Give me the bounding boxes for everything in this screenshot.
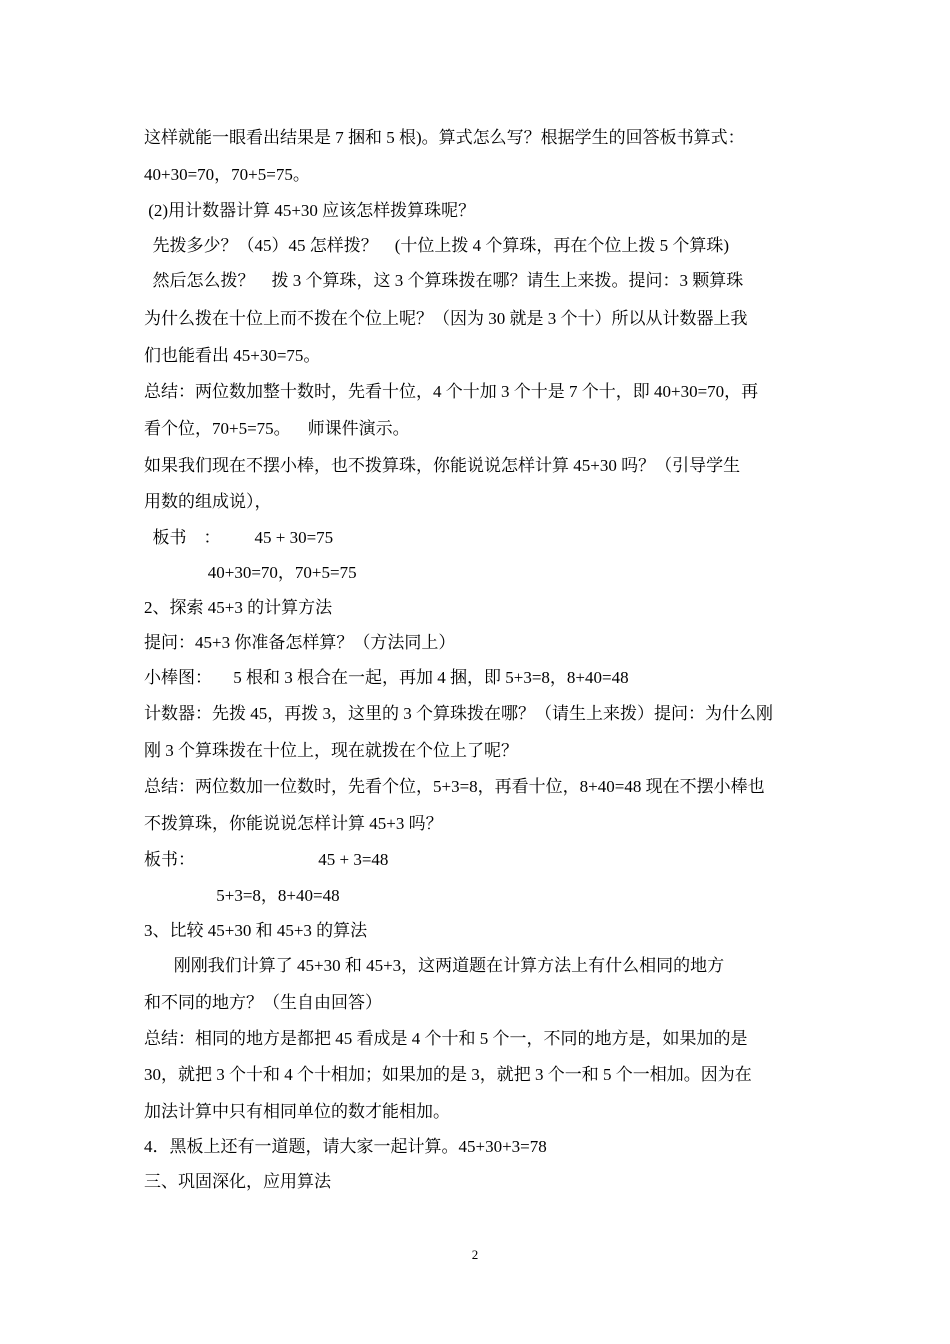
text-line: 为什么拨在十位上而不拨在个位上呢？（因为 30 就是 3 个十）所以从计数器上我	[144, 309, 748, 328]
text-line: 30，就把 3 个十和 4 个十相加；如果加的是 3，就把 3 个一和 5 个一相加。因为在	[144, 1065, 752, 1084]
text-line: 总结：两位数加整十数时，先看十位，4 个十加 3 个十是 7 个十，即 40+30=70，再	[144, 382, 759, 401]
section-heading: 3、比较 45+30 和 45+3 的算法	[144, 921, 368, 940]
text-line: (2)用计数器计算 45+30 应该怎样拨算珠呢？	[144, 201, 476, 220]
text-line: 计数器：先拨 45，再拨 3，这里的 3 个算珠拨在哪？（请生上来拨）提问：为什么刚	[144, 704, 773, 723]
text-line: 40+30=70，70+5=75。	[144, 165, 310, 184]
text-line: 提问：45+3 你准备怎样算？（方法同上）	[144, 633, 456, 652]
text-line: 这样就能一眼看出结果是 7 捆和 5 根)。算式怎么写？根据学生的回答板书算式：	[144, 128, 745, 147]
text-line: 用数的组成说），	[144, 492, 272, 511]
text-line: 刚刚我们计算了 45+30 和 45+3，这两道题在计算方法上有什么相同的地方	[144, 956, 725, 975]
text-line: 不拨算珠，你能说说怎样计算 45+3 吗？	[144, 814, 443, 833]
board-note: 板书： 45 + 3=48	[144, 850, 389, 869]
text-line: 看个位，70+5=75。 师课件演示。	[144, 419, 410, 438]
text-line: 先拨多少？（45）45 怎样拨？ (十位上拨 4 个算珠，再在个位上拨 5 个算珠)	[144, 236, 730, 255]
section-heading: 三、巩固深化，应用算法	[144, 1172, 331, 1191]
page-number: 2	[471, 1247, 479, 1262]
board-note: 5+3=8，8+40=48	[144, 886, 340, 905]
text-line: 加法计算中只有相同单位的数才能相加。	[144, 1102, 450, 1121]
text-line: 刚 3 个算珠拨在十位上，现在就拨在个位上了呢？	[144, 741, 518, 760]
text-line: 然后怎么拨？ 拨 3 个算珠，这 3 个算珠拨在哪？请生上来拨。提问：3 颗算珠	[144, 271, 744, 290]
text-line: 们也能看出 45+30=75。	[144, 346, 321, 365]
text-line: 小棒图： 5 根和 3 根合在一起，再加 4 捆，即 5+3=8，8+40=48	[144, 668, 629, 687]
text-line: 4．黑板上还有一道题，请大家一起计算。45+30+3=78	[144, 1137, 547, 1156]
text-line: 总结：相同的地方是都把 45 看成是 4 个十和 5 个一，不同的地方是，如果加的是	[144, 1029, 748, 1048]
text-line: 和不同的地方？（生自由回答）	[144, 993, 382, 1012]
text-line: 总结：两位数加一位数时，先看个位，5+3=8，再看十位，8+40=48 现在不摆小棒也	[144, 777, 765, 796]
section-heading: 2、探索 45+3 的计算方法	[144, 598, 333, 617]
board-note: 板书 ： 45 + 30=75	[144, 528, 334, 547]
text-line: 如果我们现在不摆小棒，也不拨算珠，你能说说怎样计算 45+30 吗？（引导学生	[144, 456, 741, 475]
board-note: 40+30=70，70+5=75	[144, 563, 357, 582]
